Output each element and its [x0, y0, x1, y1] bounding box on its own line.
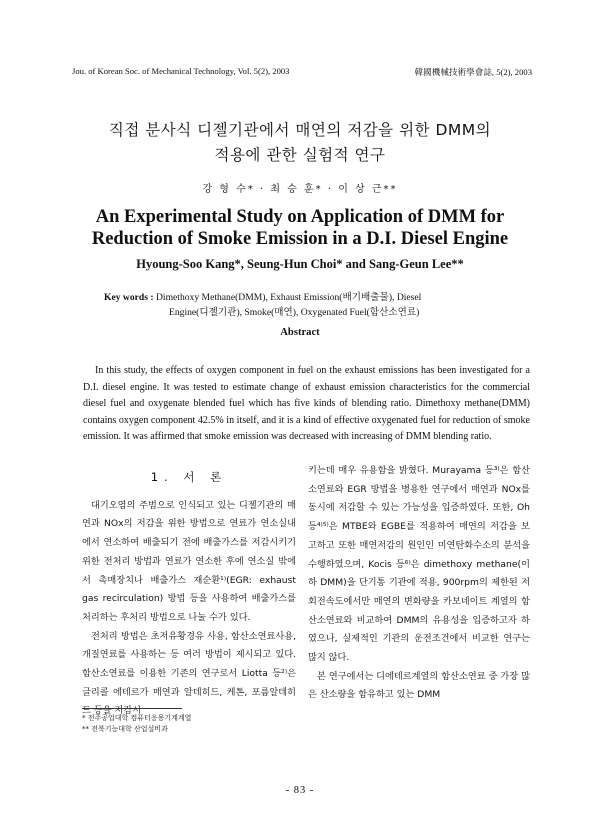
footnote-divider: [82, 708, 182, 709]
footnotes: [82, 713, 312, 735]
keywords: [104, 290, 526, 320]
journal-citation-en: Jou. of Korean Soc. of Mechanical Technology, Vol. 5(2), 2003: [72, 66, 290, 76]
korean-title-line1: 직접 분사식 디젤기관에서 매연의 저감을 위한 DMM의: [108, 121, 492, 139]
keywords-text-line1: Dimethoxy Methane(DMM), Exhaust Emission(배기배출물), Diesel: [155, 292, 422, 303]
korean-authors: 강 형 수* · 최 승 훈* · 이 상 근**: [202, 184, 398, 195]
english-title: [30, 206, 570, 250]
intro-paragraph-2: 전처리 방법은 초저유황경유 사용, 함산소연료사용, 개질연료를 사용하는 등 여러 방법이 제시되고 있다. 함산소연료를 이용한 기존의 연구로서 Liotta 등²⁾은 글리콜 에테르가 매연과 알데히드, 케톤, 포름알데히드 등을 저감시: [82, 630, 296, 717]
korean-title: [40, 118, 560, 168]
english-title-line2: Reduction of Smoke Emission in a D.I. Diesel Engine: [91, 229, 509, 249]
english-authors: Hyoung-Soo Kang*, Seung-Hun Choi* and Sang-Geun Lee**: [136, 257, 464, 271]
section-heading: 1. 서 론: [150, 470, 228, 484]
intro-paragraph-4: 본 연구에서는 디에테르계열의 함산소연료 중 가장 많은 산소량을 함유하고 있는 DMM: [308, 670, 530, 701]
intro-paragraph-3: 키는데 매우 유용함을 밝혔다. Murayama 등³⁾은 함산소연료와 EGR 방법을 병용한 연구에서 매연과 NOx를 동시에 저감할 수 있는 가능성을 입증하였다. 또한, Oh 등⁴⁾⁵⁾은 MTBE와 EGBE를 적용하여 매연의 저감을 보고하고 또한 매연저감의 원인인 미연탄화수소의 분석을 수행하였으며, Kocis 등⁶⁾은 dimethoxy methane(이하 DMM)을 단기통 기관에 적용, 900rpm의 제한된 저회전속도에서만 매연의 변화량을 카보네이트 계열의 함산소연료와 비교하여 DMM의 유용성을 입증하고자 하였으나, 실제적인 기관의 운전조건에서 비교한 연구는 많지 않다.: [308, 465, 530, 664]
left-column: [82, 468, 296, 721]
footnote-1: * 전주공업대학 컴퓨터응용기계계열: [82, 714, 192, 722]
right-column: [308, 462, 530, 705]
abstract-heading: Abstract: [280, 327, 320, 338]
running-header: [72, 66, 532, 78]
page-number: - 83 -: [285, 785, 315, 796]
keywords-text-line2: Engine(디젤기관), Smoke(매연), Oxygenated Fuel(함산소연료): [169, 307, 420, 318]
korean-title-line2: 적용에 관한 실험적 연구: [214, 146, 386, 164]
keywords-line1: [104, 290, 526, 305]
footnote-2: ** 전북기능대학 산업설비과: [82, 725, 168, 733]
intro-paragraph-1: 대기오염의 주범으로 인식되고 있는 디젤기관의 매연과 NOx의 저감을 위한 방법으로 연료가 연소실내에서 연소하여 배출되기 전에 배출가스를 저감시키기 위한 전처리 방법과 연료가 연소한 후에 연소실 밖에서 촉매장치나 배출가스 재순환¹⁾(EGR: exhaust gas recirculation) 방법 등을 사용하여 배출가스를 처리하는 후처리 방법으로 나눌 수가 있다.: [82, 499, 296, 623]
journal-citation-ko: 韓國機械技術學會誌, 5(2), 2003: [414, 67, 532, 77]
english-title-line1: An Experimental Study on Application of DMM for: [95, 207, 505, 227]
keywords-label: Key words :: [104, 292, 154, 303]
abstract-body: In this study, the effects of oxygen component in fuel on the exhaust emissions has been investigated for a D.I. diesel engine. It was tested to estimate change of exhaust emission characteristics for the commercial diesel fuel and oxygenate blended fuel which has five kinds of blending ratio. Dimethoxy methane(DMM) contains oxygen component 42.5% in itself, and it is a kind of effective oxygenated fuel for reduction of smoke emission. It was affirmed that smoke emission was decreased with increasing of DMM blending ratio.: [83, 365, 530, 442]
